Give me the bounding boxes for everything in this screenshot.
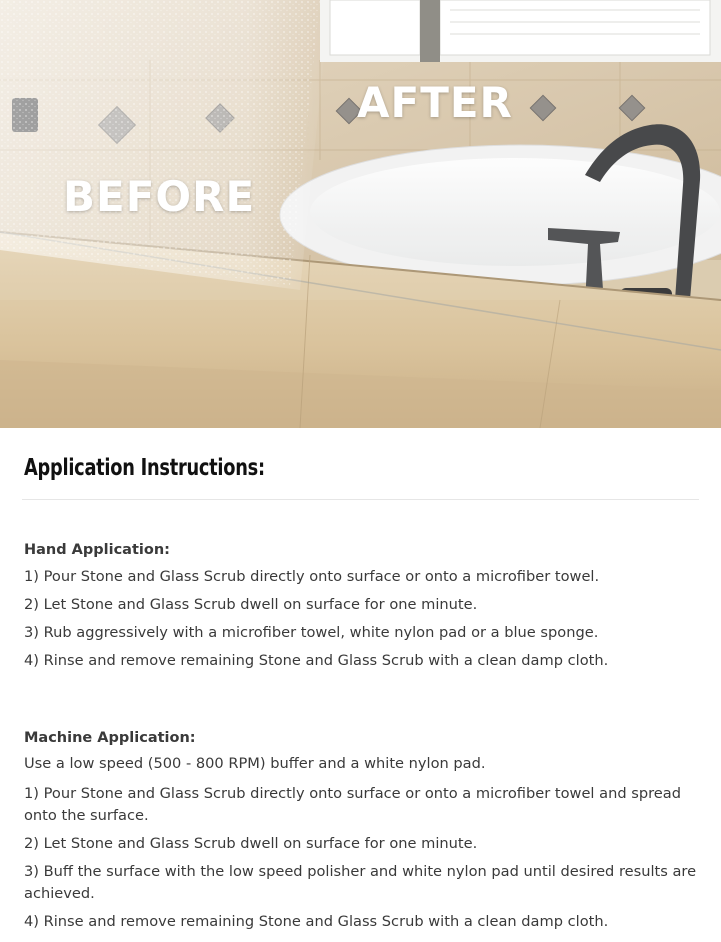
- machine-application-intro: Use a low speed (500 - 800 RPM) buffer and a white nylon pad.: [24, 755, 486, 772]
- divider: [22, 499, 699, 500]
- hand-step: 2) Let Stone and Glass Scrub dwell on surface for one minute.: [24, 596, 478, 613]
- machine-application-title: Machine Application:: [24, 730, 196, 746]
- after-label: AFTER: [357, 78, 513, 127]
- page-title: Application Instructions:: [24, 455, 265, 481]
- hand-step: 1) Pour Stone and Glass Scrub directly onto surface or onto a microfiber towel.: [24, 568, 600, 585]
- machine-step: 1) Pour Stone and Glass Scrub directly onto surface or onto a microfiber towel and spread onto the surface.: [24, 785, 681, 824]
- hand-step: 4) Rinse and remove remaining Stone and Glass Scrub with a clean damp cloth.: [24, 652, 609, 669]
- before-after-photo: [0, 0, 721, 428]
- instructions-section: [0, 428, 721, 933]
- hand-application-title: Hand Application:: [24, 542, 170, 558]
- machine-step: 4) Rinse and remove remaining Stone and Glass Scrub with a clean damp cloth.: [24, 913, 609, 930]
- hand-application-steps: [24, 566, 697, 672]
- before-label: BEFORE: [63, 172, 256, 221]
- machine-application-steps: [24, 783, 697, 933]
- machine-step: 3) Buff the surface with the low speed polisher and white nylon pad until desired results are achieved.: [24, 863, 697, 902]
- hand-step: 3) Rub aggressively with a microfiber towel, white nylon pad or a blue sponge.: [24, 624, 599, 641]
- machine-step: 2) Let Stone and Glass Scrub dwell on surface for one minute.: [24, 835, 478, 852]
